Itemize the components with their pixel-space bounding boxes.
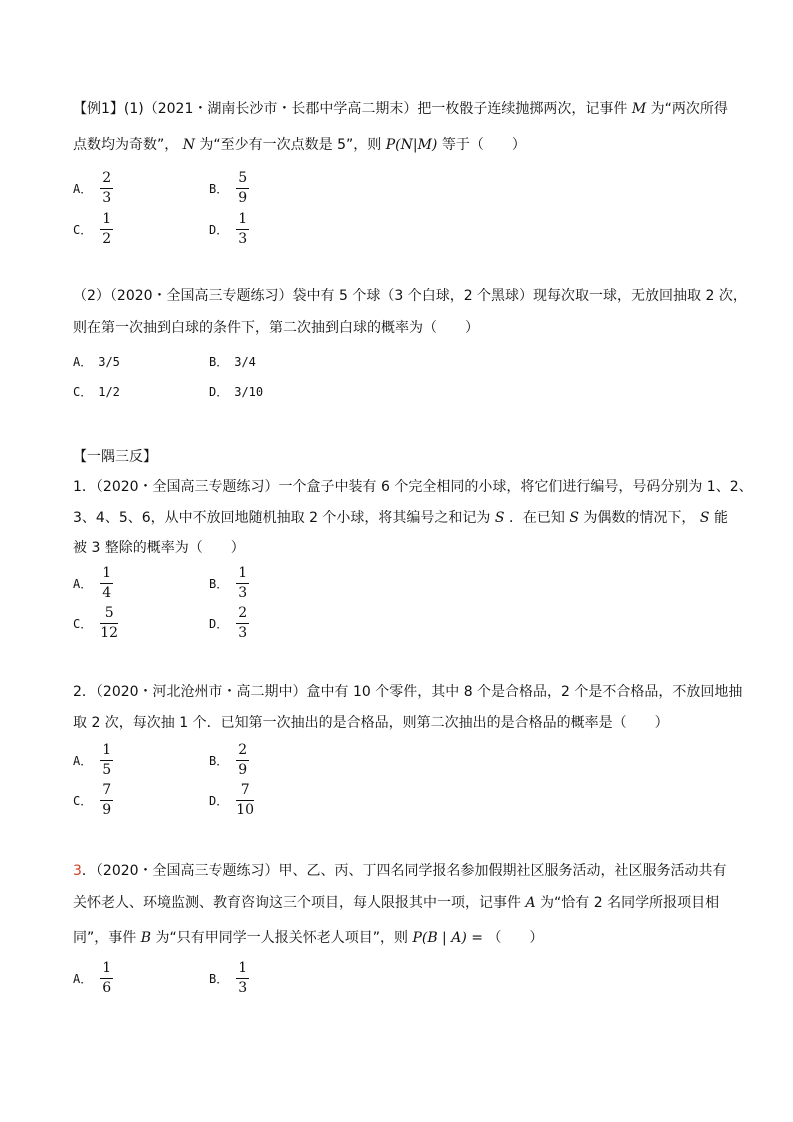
fraction: $\frac{1}{6}$: [102, 960, 112, 996]
option-label: B．: [209, 972, 229, 986]
option-c[interactable]: [73, 212, 113, 247]
fraction: $\frac{2}{3}$: [102, 170, 112, 206]
fraction: $\frac{1}{2}$: [102, 211, 112, 247]
option-label: C．: [73, 794, 93, 808]
fraction: $\frac{1}{3}$: [238, 565, 248, 601]
fraction: $\frac{5}{12}$: [100, 605, 119, 641]
var-s: S: [494, 510, 505, 526]
option-c[interactable]: [73, 606, 118, 641]
var-n: N: [182, 137, 195, 153]
fraction: $\frac{2}{3}$: [238, 605, 248, 641]
q3-text: ．（2020・全国高三专题练习）甲、乙、丙、丁四名同学报名参加假期社区服务活动，社区服务活动共有: [81, 863, 727, 879]
option-b[interactable]: [209, 566, 249, 601]
option-label: A．: [73, 355, 93, 369]
option-d[interactable]: [209, 212, 249, 247]
q3-text: 为“恰有 2 名同学所报项目相: [540, 895, 720, 911]
ex2-line-1: （2）（2020・全国高三专题练习）袋中有 5 个球（3 个白球，2 个黑球）现每次取一球，无放回抽取 2 次，: [73, 288, 747, 304]
q1-line-3: 被 3 整除的概率为（ ）: [73, 540, 245, 556]
option-b[interactable]: [209, 961, 249, 996]
option-label: D．: [209, 223, 229, 237]
q3-text: 同”，事件: [73, 930, 137, 946]
section-heading: 【一隅三反】: [73, 449, 157, 465]
option-d[interactable]: [209, 383, 263, 400]
fraction: $\frac{1}{5}$: [102, 742, 112, 778]
fraction: $\frac{7}{9}$: [102, 782, 112, 818]
q3-text: 为“只有甲同学一人报关怀老人项目”，则: [155, 930, 408, 946]
conditional-probability-expr: P(N|M): [385, 137, 438, 153]
option-d[interactable]: [209, 783, 254, 818]
option-text: 1/2: [98, 384, 120, 399]
option-label: A．: [73, 754, 93, 768]
option-label: C．: [73, 617, 93, 631]
var-b: B: [140, 930, 152, 946]
option-b[interactable]: [209, 743, 249, 778]
option-label: D．: [209, 385, 229, 399]
var-s: S: [699, 510, 710, 526]
var-s: S: [569, 510, 579, 526]
option-text: 3/5: [98, 354, 120, 369]
ex1-text: 点数均为奇数”，: [73, 137, 179, 153]
q2-line-1: 2．（2020・河北沧州市・高二期中）盒中有 10 个零件，其中 8 个是合格品，2 个是不合格品，不放回地抽: [73, 684, 743, 700]
option-label: C．: [73, 223, 93, 237]
q1-text: ．在已知: [508, 510, 565, 526]
q1-line-1: 1．（2020・全国高三专题练习）一个盒子中装有 6 个完全相同的小球，将它们进行编号，号码分别为 1、2、: [73, 479, 753, 495]
option-label: B．: [209, 754, 229, 768]
option-label: D．: [209, 617, 229, 631]
option-a[interactable]: [73, 566, 113, 601]
fraction: $\frac{2}{9}$: [238, 742, 248, 778]
fraction: $\frac{5}{9}$: [238, 170, 248, 206]
option-label: A．: [73, 577, 93, 591]
option-label: C．: [73, 385, 93, 399]
q3-line-1: [73, 861, 727, 881]
fraction: $\frac{7}{10}$: [236, 782, 255, 818]
option-label: A．: [73, 182, 93, 196]
q1-text: 能: [713, 510, 728, 526]
fraction: $\frac{1}{4}$: [102, 565, 112, 601]
conditional-probability-expr: P(B | A) =: [412, 930, 483, 946]
option-c[interactable]: [73, 783, 113, 818]
q3-text: （ ）: [487, 930, 544, 946]
ex1-text: 等于（ ）: [441, 137, 526, 153]
option-a[interactable]: [73, 171, 113, 206]
q1-line-2: [73, 508, 728, 528]
option-text: 3/10: [234, 384, 264, 399]
q1-text: 为偶数的情况下，: [583, 510, 696, 526]
option-label: B．: [209, 355, 229, 369]
option-a[interactable]: [73, 353, 120, 370]
option-label: A．: [73, 972, 93, 986]
q3-text: 关怀老人、环境监测、教育咨询这三个项目，每人限报其中一项，记事件: [73, 895, 521, 911]
option-text: 3/4: [234, 354, 256, 369]
ex1-text: 为“至少有一次点数是 5”，则: [199, 137, 382, 153]
option-a[interactable]: [73, 743, 113, 778]
option-label: B．: [209, 577, 229, 591]
ex1-line-2: [73, 135, 526, 155]
q2-line-2: 取 2 次，每次抽 1 个．已知第一次抽出的是合格品，则第二次抽出的是合格品的概率是（ ）: [73, 715, 669, 731]
ex1-head: 【例1】(1)（2021・湖南长沙市・长郡中学高二期末）把一枚骰子连续抛掷两次，记事件: [73, 101, 628, 117]
fraction: $\frac{1}{3}$: [238, 211, 248, 247]
option-label: D．: [209, 794, 229, 808]
var-a: A: [525, 895, 536, 911]
option-a[interactable]: [73, 961, 113, 996]
fraction: $\frac{1}{3}$: [238, 960, 248, 996]
ex1-head-end: 为“两次所得: [650, 101, 728, 117]
option-d[interactable]: [209, 606, 249, 641]
option-c[interactable]: [73, 383, 120, 400]
option-label: B．: [209, 182, 229, 196]
var-m: M: [631, 101, 647, 117]
option-b[interactable]: [209, 353, 256, 370]
ex2-line-2: 则在第一次抽到白球的条件下，第二次抽到白球的概率为（ ）: [73, 320, 479, 336]
q1-text: 3、4、5、6，从中不放回地随机抽取 2 个小球，将其编号之和记为: [73, 510, 491, 526]
q3-line-2: [73, 893, 719, 913]
q3-line-3: [73, 928, 543, 948]
option-b[interactable]: [209, 171, 249, 206]
ex1-line-1: [73, 99, 728, 119]
q3-number: 3: [73, 863, 82, 879]
